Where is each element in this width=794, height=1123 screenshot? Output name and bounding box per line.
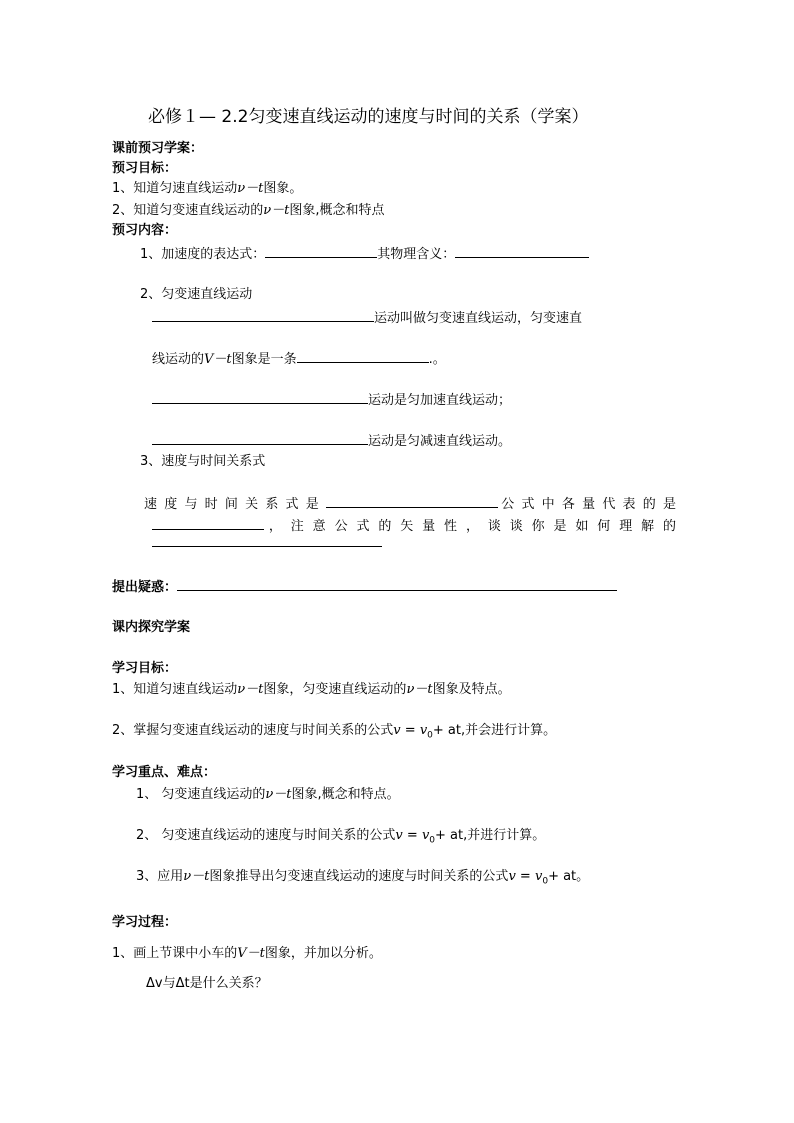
process-step-1: 1、画上节课中小车的V－t图象，并加以分析。 bbox=[112, 946, 382, 961]
answer-blank[interactable] bbox=[297, 348, 429, 363]
inclass-goal-1: 1、知道匀速直线运动ν－t图象，匀变速直线运动的ν－t图象及特点。 bbox=[112, 682, 511, 697]
process-heading: 学习过程： bbox=[112, 915, 178, 930]
pre-item-1: 1、加速度的表达式： 其物理含义： bbox=[140, 243, 589, 264]
answer-blank[interactable] bbox=[152, 389, 368, 404]
answer-blank[interactable] bbox=[152, 515, 264, 530]
pre-content-heading: 预习内容： bbox=[112, 223, 178, 238]
pre-item-2-line-1: 运动叫做匀变速直线运动，匀变速直 bbox=[152, 307, 582, 328]
inclass-goal-2: 2、掌握匀变速直线运动的速度与时间关系的公式$v = v_0+$ at,并会进行计算。 bbox=[112, 723, 557, 741]
key-point-3: 3、应用ν－t图象推导出匀变速直线运动的速度与时间关系的公式$v = v_0+$ at。 bbox=[136, 869, 590, 887]
key-point-1: 1、 匀变速直线运动的ν－t图象,概念和特点。 bbox=[136, 787, 400, 802]
answer-blank[interactable] bbox=[152, 307, 374, 322]
page-title: 必修１— 2.2匀变速直线运动的速度与时间的关系（学案） bbox=[148, 107, 589, 127]
pre-item-2-line-2: 线运动的V－t图象是一条 .。 bbox=[152, 348, 446, 369]
inclass-goals-heading: 学习目标： bbox=[112, 661, 178, 676]
answer-blank[interactable] bbox=[152, 532, 382, 547]
pre-goals-heading: 预习目标： bbox=[112, 161, 178, 176]
process-question: Δv与Δt是什么关系？ bbox=[146, 976, 268, 991]
answer-blank[interactable] bbox=[326, 493, 498, 508]
pre-item-3-line-1: 速度与时间关系式是 公式中各量代表的是 bbox=[144, 493, 680, 516]
pre-goal-1: 1、知道匀速直线运动ν－t图象。 bbox=[112, 181, 303, 196]
key-point-2: 2、 匀变速直线运动的速度与时间关系的公式$v = v_0+$ at,并进行计算。 bbox=[136, 828, 546, 846]
pre-item-2-line-4: 运动是匀减速直线运动。 bbox=[152, 430, 511, 451]
pre-item-3-line-2: ，注意公式的矢量性，谈谈你是如何理解的 bbox=[152, 515, 680, 538]
pre-item-2-line-3: 运动是匀加速直线运动； bbox=[152, 389, 511, 410]
pre-goal-2: 2、知道匀变速直线运动的ν－t图象,概念和特点 bbox=[112, 203, 385, 218]
inclass-heading: 课内探究学案 bbox=[112, 620, 191, 635]
key-points-heading: 学习重点、难点： bbox=[112, 765, 217, 780]
pre-heading: 课前预习学案： bbox=[112, 141, 204, 156]
answer-blank[interactable] bbox=[455, 243, 589, 258]
doubts-line: 提出疑惑： bbox=[112, 576, 617, 597]
answer-blank[interactable] bbox=[177, 576, 617, 591]
answer-blank[interactable] bbox=[152, 430, 368, 445]
pre-item-3-title: 3、速度与时间关系式 bbox=[140, 454, 266, 469]
answer-blank[interactable] bbox=[265, 243, 377, 258]
pre-item-2-title: 2、匀变速直线运动 bbox=[140, 287, 253, 302]
pre-item-3-line-3 bbox=[152, 532, 382, 553]
